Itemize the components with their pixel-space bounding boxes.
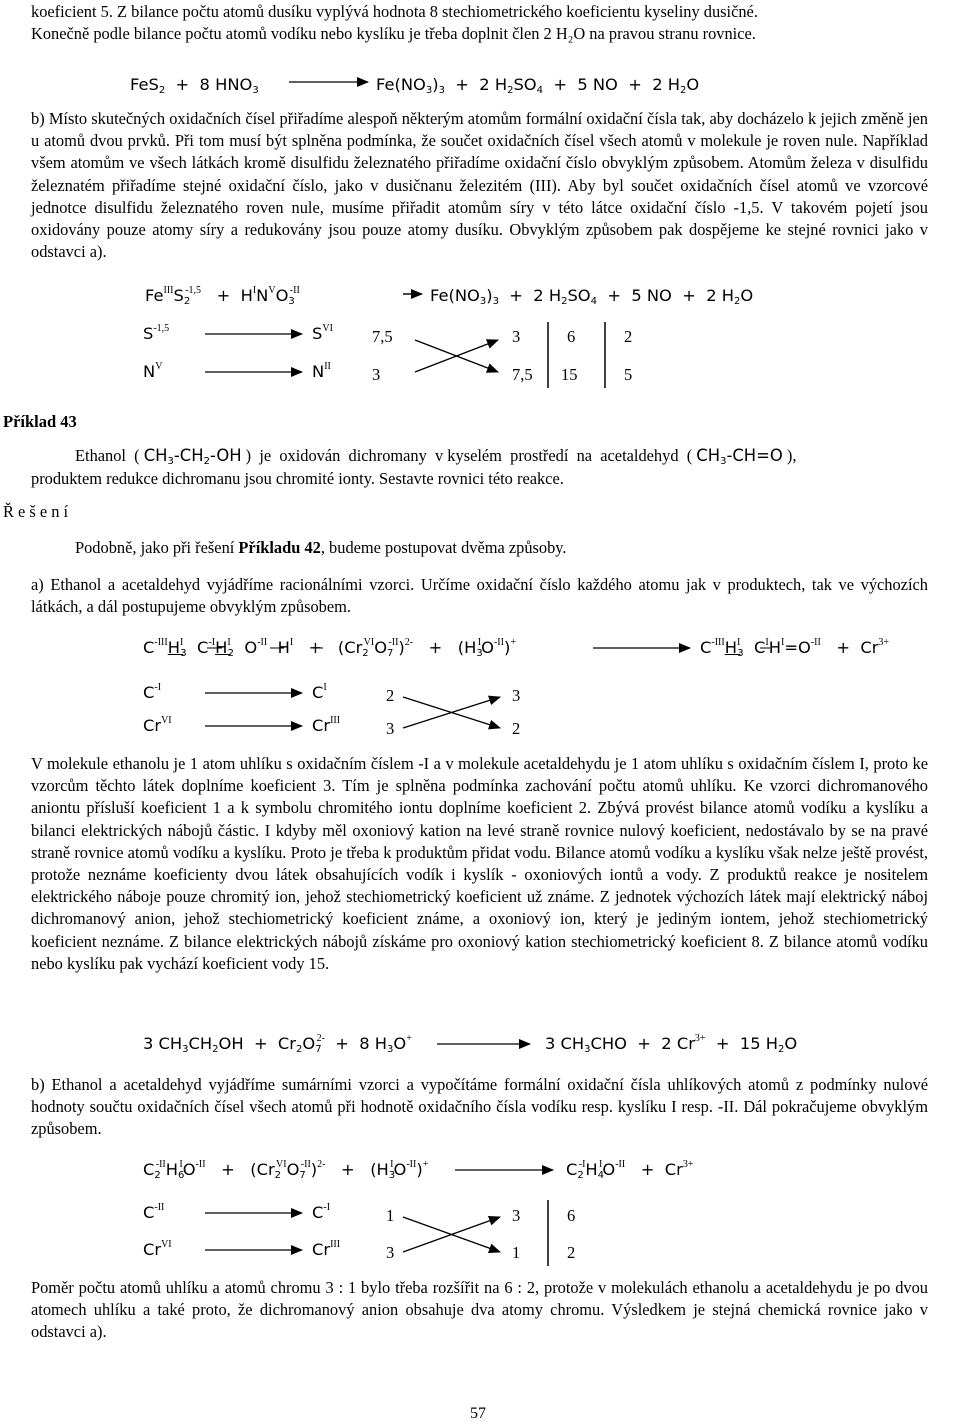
t3-c3-1: 6 — [567, 1206, 576, 1225]
t2-c1-1: 2 — [386, 686, 395, 705]
t1-c1-2: 7,5 — [512, 365, 533, 384]
equation-3-right: $C^{-III}H^I_3$ $C^IH^I=O^{-II} + Cr^{3+}$ — [700, 637, 890, 659]
t3-to-1: $C^{-I}$ — [312, 1202, 331, 1222]
t1-change-2: 3 — [372, 365, 381, 384]
t3-c2-1: 3 — [512, 1206, 521, 1225]
part-a-intro: a) Ethanol a acetaldehyd vyjádříme racionálními vzorci. Určíme oxidační číslo každého atomu jak v produktech, tak ve výchozích látkách, a dál postupujeme obvyklým způsobem. — [31, 575, 928, 617]
t1-c1-1: 3 — [512, 327, 521, 346]
t2-from-2: $Cr^{VI}$ — [143, 715, 172, 735]
t2-c2-2: 2 — [512, 719, 521, 738]
t1-change-1: 7,5 — [372, 327, 393, 346]
top-line-1: koeficient 5. Z bilance počtu atomů dusíku vyplývá hodnota 8 stechiometrického koeficientu kyseliny dusičné. — [31, 2, 758, 21]
equation-2-left: $Fe^{III}S_2^{-1,5} + H^IN^VO_3^{-II}$ — [145, 285, 300, 307]
eq1-left-text: FeS$_2$ + 8 $HNO_3$ — [130, 75, 259, 96]
solution-label: Ř e š e n í — [3, 502, 69, 521]
equation-3-left: $C^{-III}H^I_3$ $C^{-I}H^I_2$ $O^{-II}$ $H^I + (Cr_2^{VI}O_7^{-II})^{2-} + (H_3^IO^{-II})^+$ — [143, 637, 516, 659]
part-a-paragraph: V molekule ethanolu je 1 atom uhlíku s oxidačním číslem -I a v molekule acetaldehydu je 1 atom uhlíku s oxidačním číslem I, proto ke vzorcům těchto látek doplníme koeficient 3. Tím je splněna podmínka zachování počtu atomů uhlíku. Ke vzorci dichromanového aniontu přísluší koeficient 1 a k symbolu chromitého iontu doplníme koeficient 2. Zbývá provést bilance atomů vodíku a kyslíku a bilanci elektrických nábojů částic. I kdyby měl oxoniový kation na levé straně rovnice nulový koeficient, nedostávalo by se na pravé straně rovnice atomů vodíku a kyslíku. Proto je třeba k produktům přidat vodu. Bilance atomů vodíku a kyslíku však nelze ještě provést, protože neznáme koeficienty dvou látek obsahujících vodík i kyslík - oxoniových iontů a vody. Z produktů reakce je nositelem elektrického náboje pouze chromitý ion, jehož stechiometrický koeficient už známe. Z jednotek výchozích látek mají elektrický náboj dichromanový anion, jehož stechiometrický koeficient známe, a oxoniový ion, který je jediným iontem, jehož stechiometrický koeficient neznáme. Z bilance elektrických nábojů získáme pro oxoniový kation stechiometrický koeficient 8. Z bilance atomů vodíku nebo kyslíku pak vychází koeficient vody 15. — [31, 754, 928, 973]
t1-c2-2: 15 — [561, 365, 578, 384]
equation-4-left: 3 $CH_3CH_2OH + Cr_2O_7^{2-} + 8$ $H_3O^+$ — [143, 1033, 412, 1055]
t1-c3-1: 2 — [624, 327, 633, 346]
t2-from-1: $C^{-I}$ — [143, 682, 162, 702]
t2-c1-2: 3 — [386, 719, 395, 738]
solution-intro: Podobně, jako při řešení Příkladu 42, budeme postupovat dvěma způsoby. — [75, 538, 567, 557]
t1-to-2: $N^{II}$ — [312, 361, 331, 381]
part-b-paragraph: b) Místo skutečných oxidačních čísel přiřadíme alespoň některým atomům formální oxidační čísla tak, aby docházelo k jejich změně jen u atomů dvou prvků. Při tom musí být splněna podmínka, že součet oxidačních čísel všech atomů v molekule je roven nule. Například všem atomům ve všech látkách kromě disulfidu železnatého přiřadíme oxidační číslo obvyklým způsobem. Atomům železa v disulfidu železnatém přiřadíme stejné oxidační číslo, jako v dusičnanu železitém (III). Aby byl součet oxidačních čísel atomů ve vzorcové jednotce disulfidu železnatého roven nule, musíme přiřadit atomům síry v této látce oxidační číslo -1,5. V takovém pojetí jsou oxidovány pouze atomy síry a redukovány jsou pouze atomy dusíku. Obvyklým způsobem pak dospějeme ke stejné rovnici jako v odstavci a). — [31, 109, 928, 262]
equation-5-right: $C_2^{-I}H_4^IO^{-II} + Cr^{3+}$ — [566, 1159, 694, 1181]
t3-to-2: $Cr^{III}$ — [312, 1239, 341, 1259]
equation-5-left: $C_2^{-II}H_6^IO^{-II} + (Cr_2^{VI}O_7^{-II})^{2-} + (H_3^IO^{-II})^+$ — [143, 1159, 429, 1181]
t3-from-1: $C^{-II}$ — [143, 1202, 165, 1222]
t1-from-2: $N^V$ — [143, 361, 163, 381]
top-line-2: Konečně podle bilance počtu atomů vodíku nebo kyslíku je třeba doplnit člen 2 H₂O na pravou stranu rovnice. — [31, 24, 756, 43]
equation-2-right: $Fe(NO_3)_3 + 2$ $H_2SO_4 + 5$ NO + 2 $H_2O$ — [430, 286, 754, 307]
equation-4-right: 3 $CH_3CHO + 2$ $Cr^{3+} + 15$ $H_2O$ — [545, 1033, 798, 1055]
example-line-2: produktem redukce dichromanu jsou chromité ionty. Sestavte rovnici této reakce. — [31, 469, 564, 488]
final-paragraph: Poměr počtu atomů uhlíku a atomů chromu 3 : 1 bylo třeba rozšířit na 6 : 2, protože v molekulách ethanolu a acetaldehydu je po dvou atomech uhlíku a také proto, že dichromanový anion obsahuje dva atomy chromu. Výsledkem je stejná chemická rovnice jako v odstavci a). — [31, 1278, 928, 1342]
t1-from-1: $S^{-1,5}$ — [143, 323, 170, 343]
part-b2-paragraph: b) Ethanol a acetaldehyd vyjádříme sumárními vzorci a vypočítáme formální oxidační čísla uhlíkových atomů z podmínky nulové hodnoty součtu oxidačních čísel všech atomů při hodnotě oxidačního čísla vodíku resp. kyslíku I resp. -II. Dál pokračujeme obvyklým způsobem. — [31, 1075, 928, 1139]
equation-1-right: $Fe(NO_3)_3 + 2$ $H_2SO_4 + 5$ NO + 2 $H_2O$ — [376, 75, 700, 96]
example-label: Příklad 43 — [3, 412, 77, 431]
t3-c2-2: 1 — [512, 1243, 521, 1262]
t1-to-1: $S^{VI}$ — [312, 323, 333, 343]
t3-c1-2: 3 — [386, 1243, 395, 1262]
t1-c3-2: 5 — [624, 365, 633, 384]
t2-to-2: $Cr^{III}$ — [312, 715, 341, 735]
page-number: 57 — [470, 1405, 486, 1422]
t3-c1-1: 1 — [386, 1206, 395, 1225]
t1-c2-1: 6 — [567, 327, 576, 346]
example-line-1: Ethanol ( $CH_3-CH_2-OH$ ) je oxidován dichromany v kyselém prostředí na acetaldehyd ( $CH_3-CH=O$ ), — [75, 446, 797, 467]
t3-from-2: $Cr^{VI}$ — [143, 1239, 172, 1259]
t2-to-1: $C^I$ — [312, 682, 327, 702]
t2-c2-1: 3 — [512, 686, 521, 705]
t3-c3-2: 2 — [567, 1243, 576, 1262]
